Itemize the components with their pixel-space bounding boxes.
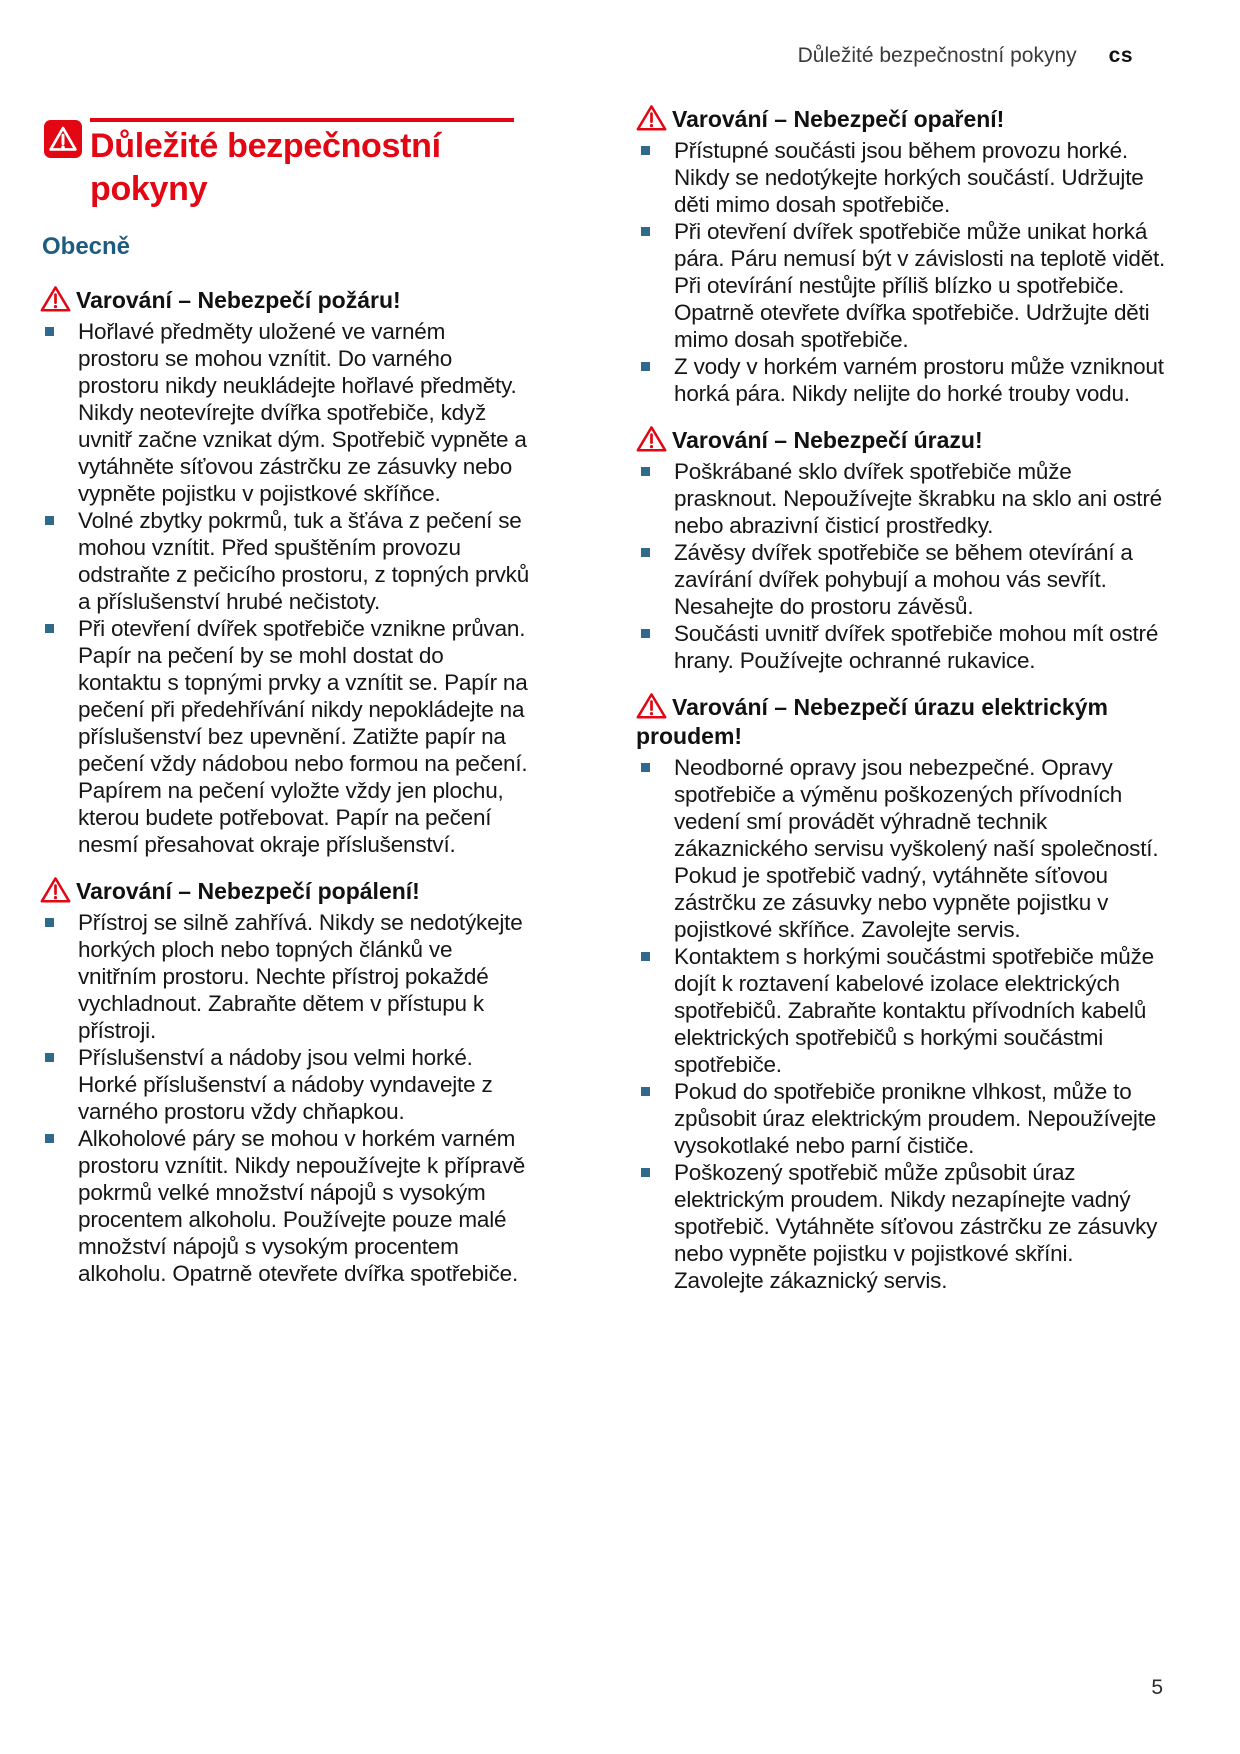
square-bullet-icon bbox=[641, 227, 650, 236]
list-item-text: Z vody v horkém varném prostoru může vzniknout horká pára. Nikdy nelijte do horké trouby vodu. bbox=[674, 354, 1164, 406]
list-item-text: Alkoholové páry se mohou v horkém varném prostoru vznítit. Nikdy nepoužívejte k přípravě pokrmů velké množství nápojů s vysokým procentem alkoholu. Používejte pouze malé množství nápojů s vysokým procentem alkoholu. Opatrně otevřete dvířka spotřebiče. bbox=[78, 1126, 526, 1286]
warning-heading bbox=[40, 876, 530, 906]
warning-heading bbox=[636, 425, 1168, 455]
list-item-text: Pokud do spotřebiče pronikne vlhkost, může to způsobit úraz elektrickým proudem. Nepoužívejte vysokotlaké nebo parní čističe. bbox=[674, 1079, 1157, 1158]
bullet-list bbox=[40, 909, 530, 1287]
document-title-block bbox=[40, 104, 530, 211]
warning-section bbox=[40, 876, 530, 1287]
square-bullet-icon bbox=[641, 629, 650, 638]
warning-triangle-icon bbox=[636, 104, 667, 132]
list-item bbox=[636, 458, 1168, 539]
list-item-text: Přístroj se silně zahřívá. Nikdy se nedotýkejte horkých ploch nebo topných článků ve vnitřním prostoru. Nechte přístroj pokaždé vychladnout. Zabraňte dětem v přístupu k přístroji. bbox=[78, 910, 523, 1043]
page-title: Důležité bezpečnostní pokyny bbox=[90, 127, 441, 208]
square-bullet-icon bbox=[641, 548, 650, 557]
bullet-list bbox=[636, 137, 1168, 407]
bullet-list bbox=[636, 458, 1168, 674]
list-item bbox=[636, 620, 1168, 674]
section-subheading: Obecně bbox=[42, 233, 131, 260]
warning-heading bbox=[636, 104, 1168, 134]
title-rule bbox=[90, 118, 514, 122]
list-item-text: Při otevření dvířek spotřebiče vznikne průvan. Papír na pečení by se mohl dostat do kontaktu s topnými prvky a vznítit se. Papír na pečení při předehřívání nikdy nepokládejte na příslušenství bez upevnění. Zatižte papír na pečení vždy nádobou nebo formou na pečení. Papírem na pečení vyložte vždy jen plochu, kterou budete potřebovat. Papír na pečení nesmí přesahovat okraje příslušenství. bbox=[78, 616, 528, 857]
page-number: 5 bbox=[1151, 1676, 1163, 1699]
warning-heading bbox=[636, 692, 1168, 751]
list-item-text: Poškrábané sklo dvířek spotřebiče může prasknout. Nepoužívejte škrabku na sklo ani ostré nebo abrazivní čisticí prostředky. bbox=[674, 459, 1162, 538]
warning-heading-text: Varování – Nebezpečí popálení! bbox=[76, 878, 420, 904]
list-item bbox=[40, 909, 530, 1044]
warning-triangle-icon bbox=[40, 285, 71, 313]
list-item-text: Přístupné součásti jsou během provozu horké. Nikdy se nedotýkejte horkých součástí. Udržujte děti mimo dosah spotřebiče. bbox=[674, 138, 1144, 217]
warning-section bbox=[636, 104, 1168, 407]
warning-heading-text: Varování – Nebezpečí úrazu! bbox=[672, 427, 983, 453]
square-bullet-icon bbox=[641, 763, 650, 772]
square-bullet-icon bbox=[45, 327, 54, 336]
list-item-text: Závěsy dvířek spotřebiče se během otevírání a zavírání dvířek pohybují a mohou vás sevřít. Nesahejte do prostoru závěsů. bbox=[674, 540, 1133, 619]
warning-heading bbox=[40, 285, 530, 315]
language-code: cs bbox=[1108, 44, 1133, 67]
list-item bbox=[40, 1125, 530, 1287]
right-column bbox=[636, 104, 1168, 1312]
square-bullet-icon bbox=[641, 952, 650, 961]
list-item bbox=[40, 1044, 530, 1125]
bullet-list bbox=[40, 318, 530, 858]
warning-triangle-icon bbox=[636, 425, 667, 453]
running-header bbox=[798, 44, 1133, 68]
square-bullet-icon bbox=[45, 624, 54, 633]
square-bullet-icon bbox=[45, 1134, 54, 1143]
running-header-title: Důležité bezpečnostní pokyny bbox=[797, 44, 1077, 67]
list-item bbox=[636, 218, 1168, 353]
list-item bbox=[636, 1159, 1168, 1294]
list-item-text: Příslušenství a nádoby jsou velmi horké. Horké příslušenství a nádoby vyndavejte z varného prostoru vždy chňapkou. bbox=[78, 1045, 493, 1124]
square-bullet-icon bbox=[45, 918, 54, 927]
square-bullet-icon bbox=[641, 1168, 650, 1177]
square-bullet-icon bbox=[641, 146, 650, 155]
warning-triangle-icon bbox=[44, 120, 82, 158]
warning-section bbox=[636, 692, 1168, 1294]
left-column bbox=[40, 104, 530, 1305]
list-item-text: Kontaktem s horkými součástmi spotřebiče může dojít k roztavení kabelové izolace elektrických spotřebičů. Zabraňte kontaktu přívodních kabelů elektrických spotřebičů s horkými součástmi spotřebiče. bbox=[674, 944, 1154, 1077]
square-bullet-icon bbox=[641, 362, 650, 371]
square-bullet-icon bbox=[641, 467, 650, 476]
warning-section bbox=[40, 285, 530, 858]
list-item-text: Volné zbytky pokrmů, tuk a šťáva z pečení se mohou vznítit. Před spuštěním provozu odstraňte z pečicího prostoru, z topných prvků a příslušenství hrubé nečistoty. bbox=[78, 508, 530, 614]
list-item-text: Poškozený spotřebič může způsobit úraz elektrickým proudem. Nikdy nezapínejte vadný spotřebič. Vytáhněte síťovou zástrčku ze zásuvky nebo vypněte pojistku v pojistkové skříni. Zavolejte zákaznický servis. bbox=[674, 1160, 1158, 1293]
list-item bbox=[40, 318, 530, 507]
square-bullet-icon bbox=[641, 1087, 650, 1096]
list-item bbox=[636, 353, 1168, 407]
list-item bbox=[636, 1078, 1168, 1159]
list-item-text: Hořlavé předměty uložené ve varném prostoru se mohou vznítit. Do varného prostoru nikdy neukládejte hořlavé předměty. Nikdy neotevírejte dvířka spotřebiče, když uvnitř začne vznikat dým. Spotřebič vypněte a vytáhněte síťovou zástrčku ze zásuvky nebo vypněte pojistku v pojistkové skříňce. bbox=[78, 319, 527, 506]
warning-heading-text: Varování – Nebezpečí úrazu elektrickým proudem! bbox=[636, 694, 1108, 749]
list-item bbox=[636, 539, 1168, 620]
square-bullet-icon bbox=[45, 516, 54, 525]
square-bullet-icon bbox=[45, 1053, 54, 1062]
bullet-list bbox=[636, 754, 1168, 1294]
warning-section bbox=[636, 425, 1168, 674]
list-item-text: Součásti uvnitř dvířek spotřebiče mohou mít ostré hrany. Používejte ochranné rukavice. bbox=[674, 621, 1159, 673]
list-item bbox=[636, 137, 1168, 218]
warning-heading-text: Varování – Nebezpečí opaření! bbox=[672, 106, 1005, 132]
list-item-text: Při otevření dvířek spotřebiče může unikat horká pára. Páru nemusí být v závislosti na teplotě vidět. Při otevírání nestůjte příliš blízko u spotřebiče. Opatrně otevřete dvířka spotřebiče. Udržujte děti mimo dosah spotřebiče. bbox=[674, 219, 1166, 352]
list-item bbox=[40, 615, 530, 858]
warning-heading-text: Varování – Nebezpečí požáru! bbox=[76, 287, 401, 313]
list-item bbox=[636, 943, 1168, 1078]
warning-triangle-icon bbox=[636, 692, 667, 720]
warning-triangle-icon bbox=[40, 876, 71, 904]
list-item bbox=[40, 507, 530, 615]
list-item bbox=[636, 754, 1168, 943]
list-item-text: Neodborné opravy jsou nebezpečné. Opravy spotřebiče a výměnu poškozených přívodních vedení smí provádět výhradně technik zákaznického servisu vyškolený naší společností. Pokud je spotřebič vadný, vytáhněte síťovou zástrčku ze zásuvky nebo vypněte pojistku v pojistkové skříňce. Zavolejte servis. bbox=[674, 755, 1159, 942]
